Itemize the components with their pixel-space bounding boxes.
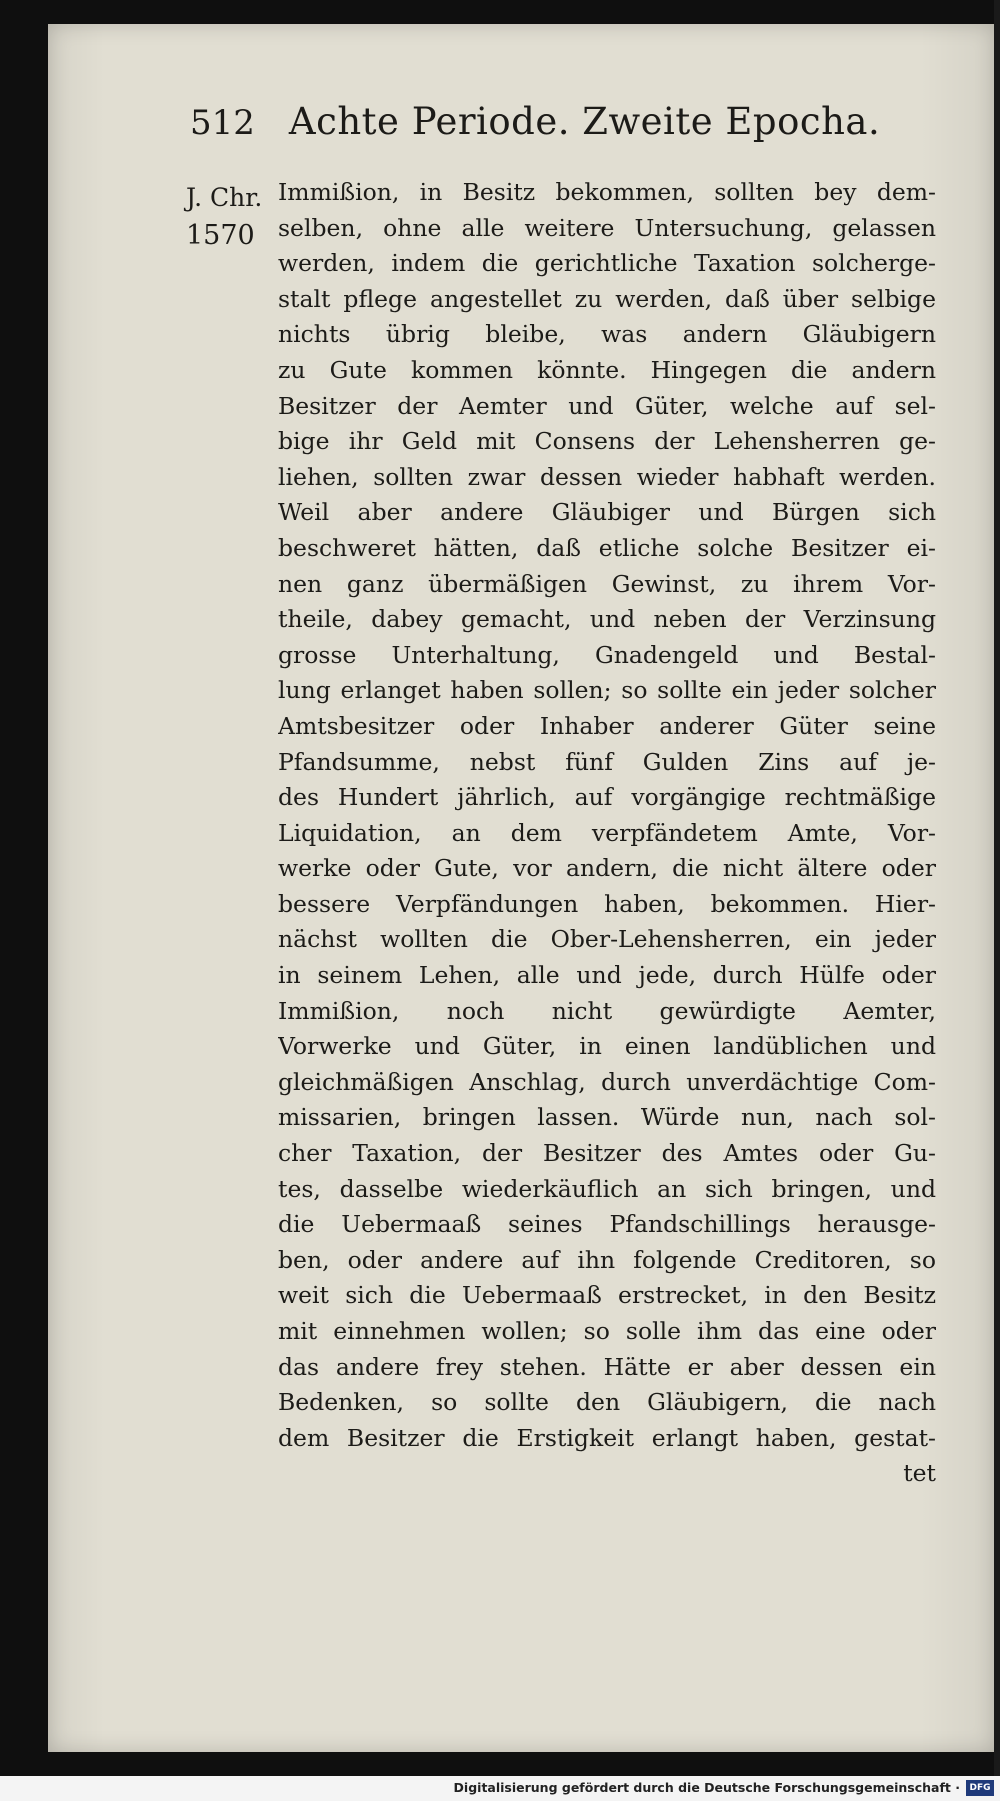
text-line: nen ganz übermäßigen Gewinst, zu ihrem Vor-: [278, 569, 936, 598]
text-line: cher Taxation, der Besitzer des Amtes oder Gu-: [278, 1139, 936, 1168]
catchword-line: tet: [903, 1459, 936, 1488]
text-line: selben, ohne alle weitere Untersuchung, gelassen: [278, 213, 936, 242]
text-line: werke oder Gute, vor andern, die nicht ältere oder: [278, 854, 936, 883]
text-line: mit einnehmen wollen; so solle ihm das eine oder: [278, 1317, 936, 1345]
text-line: Besitzer der Aemter und Güter, welche auf sel-: [278, 391, 936, 420]
text-line: Immißion, noch nicht gewürdigte Aemter,: [278, 996, 936, 1025]
text-line: zu Gute kommen könnte. Hingegen die andern: [278, 355, 936, 384]
text-line: Pfandsumme, nebst fünf Gulden Zins auf je-: [278, 747, 936, 776]
text-line: Immißion, in Besitz bekommen, sollten bey dem-: [278, 178, 936, 206]
text-line: theile, dabey gemacht, und neben der Verzinsung: [278, 605, 936, 634]
text-line: gleichmäßigen Anschlag, durch unverdächtige Com-: [278, 1067, 936, 1096]
text-line: Weil aber andere Gläubiger und Bürgen sich: [278, 498, 936, 527]
text-line: tes, dasselbe wiederkäuflich an sich bringen, und: [278, 1174, 936, 1203]
text-line: nächst wollten die Ober-Lehensherren, ein jeder: [278, 925, 936, 954]
text-line: liehen, sollten zwar dessen wieder habhaft werden.: [278, 462, 936, 491]
margin-note-year: 1570: [186, 220, 255, 251]
text-line: Amtsbesitzer oder Inhaber anderer Güter seine: [278, 711, 936, 740]
text-line: stalt pflege angestellet zu werden, daß über selbige: [278, 284, 936, 313]
margin-note-era: J. Chr.: [186, 183, 263, 212]
scan-edge: [994, 0, 1000, 1801]
text-line: grosse Unterhaltung, Gnadengeld und Bestal-: [278, 640, 936, 669]
text-line: dem Besitzer die Erstigkeit erlangt haben, gestat-: [278, 1423, 936, 1452]
page-header: [190, 100, 880, 143]
text-line: werden, indem die gerichtliche Taxation solcherge-: [278, 249, 936, 278]
text-line: des Hundert jährlich, auf vorgängige rechtmäßige: [278, 783, 936, 812]
text-line: die Uebermaaß seines Pfandschillings herausge-: [278, 1210, 936, 1239]
running-head: Achte Periode. Zweite Epocha.: [288, 100, 881, 143]
page-number: 512: [190, 103, 255, 143]
text-line: beschweret hätten, daß etliche solche Besitzer ei-: [278, 533, 936, 562]
text-line: lung erlanget haben sollen; so sollte ein jeder solcher: [278, 676, 936, 705]
dfg-logo-icon: DFG: [966, 1780, 994, 1796]
text-line: bessere Verpfändungen haben, bekommen. Hier-: [278, 889, 936, 918]
text-line: Vorwerke und Güter, in einen landüblichen und: [278, 1032, 936, 1061]
text-line: ben, oder andere auf ihn folgende Creditoren, so: [278, 1245, 936, 1274]
text-line: weit sich die Uebermaaß erstrecket, in den Besitz: [278, 1281, 936, 1310]
digitization-footer: [0, 1776, 1000, 1801]
margin-note: [186, 183, 276, 251]
text-line: Liquidation, an dem verpfändetem Amte, Vor-: [278, 818, 936, 847]
body-text: [278, 175, 936, 1492]
text-line: nichts übrig bleibe, was andern Gläubigern: [278, 320, 936, 349]
text-line: missarien, bringen lassen. Würde nun, nach sol-: [278, 1103, 936, 1132]
text-line: in seinem Lehen, alle und jede, durch Hülfe oder: [278, 961, 936, 990]
funding-credit: Digitalisierung gefördert durch die Deutsche Forschungsgemeinschaft ·: [453, 1780, 960, 1795]
text-line: das andere frey stehen. Hätte er aber dessen ein: [278, 1352, 936, 1381]
text-line: Bedenken, so sollte den Gläubigern, die nach: [278, 1388, 936, 1417]
text-line: bige ihr Geld mit Consens der Lehensherren ge-: [278, 427, 936, 456]
